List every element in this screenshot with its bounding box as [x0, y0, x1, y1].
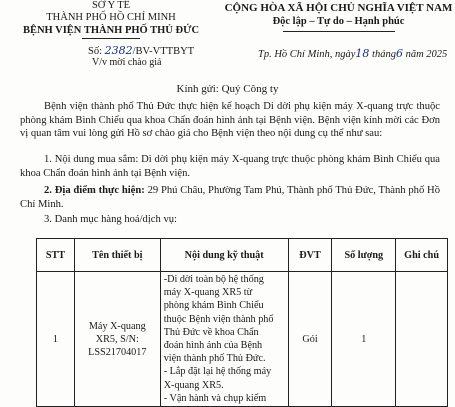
salutation: Kính gửi: Quý Công ty — [176, 83, 279, 95]
item-3 — [20, 213, 440, 227]
issuer-department: SỞ Y TẾ — [91, 0, 131, 11]
goods-table — [36, 238, 448, 407]
content-line: - Lắp đặt lại hệ thống máy — [163, 366, 272, 378]
content-line: thuộc Bệnh viện thành phố — [163, 313, 274, 325]
header-stt: STT — [37, 239, 75, 272]
cell-quantity: 1 — [332, 272, 396, 407]
item-1-label: 1. Nội dung mua sắm: — [44, 154, 139, 165]
header-quantity: Số lượng — [332, 239, 396, 272]
content-line: viện thành phố Thủ Đức. — [163, 353, 266, 365]
header-unit: ĐVT — [288, 239, 332, 272]
table-row — [37, 272, 448, 407]
content-line: -Di dời toàn bộ hệ thống — [163, 274, 264, 285]
motto: Độc lập – Tự do – Hạnh phúc — [272, 16, 405, 27]
header-device: Tên thiết bị — [74, 239, 160, 272]
document-number: Số: 2382/BV-VTTBYT — [88, 44, 195, 57]
handwritten-number: 2382 — [104, 44, 133, 57]
item-2-text: 29 Phú Châu, Phường Tam Phú, Thành phố Thủ Đức, Thành phố Hồ Chí Minh. — [20, 185, 440, 210]
content-line: - Vận hành và chụp kiểm — [163, 392, 267, 404]
cell-unit: Gói — [288, 272, 332, 407]
cell-device: Máy X-quang XR5, S/N: LSS21704017 — [74, 272, 160, 407]
motto-underline — [283, 31, 395, 32]
intro-paragraph: Bệnh viện thành phố Thủ Đức thực hiện kế hoạch Di dời phụ kiện máy X-quang trực thuộc phòng khám Bình Chiểu qua khoa Chẩn đoán hình ảnh tại Bệnh viện. Bệnh viện kính mời các Đơn vị quan tâm vui lòng gửi Hồ sơ chào giá cho Bệnh viện theo nội dung cụ thể như sau: — [20, 101, 440, 140]
header-note: Ghi chú — [396, 239, 448, 272]
cell-content — [160, 272, 288, 407]
national-motto-block — [222, 2, 455, 29]
item-1-text: Di dời phụ kiện máy X-quang trực thuộc phòng khám Bình Chiểu qua khoa Chẩn đoán hình ảnh tại Bệnh viện. — [20, 154, 440, 179]
cell-stt: 1 — [37, 272, 75, 407]
item-2 — [20, 184, 440, 211]
handwritten-month: 6 — [395, 47, 403, 60]
item-3-label: 3. Danh mục hàng hoá/dịch vụ: — [44, 214, 177, 225]
content-line: máy X-quang XR5 từ — [163, 287, 253, 299]
issuer-city: THÀNH PHỐ HỒ CHÍ MINH — [46, 12, 176, 23]
item-1 — [20, 153, 440, 180]
header-content: Nội dung kỹ thuật — [160, 239, 288, 272]
table-header-row — [37, 239, 448, 272]
content-line: phòng khám Bình Chiểu — [163, 300, 264, 312]
handwritten-day: 18 — [355, 47, 370, 60]
content-line: Thủ Đức về khoa Chẩn — [163, 326, 259, 338]
cell-note — [396, 272, 448, 407]
issuer-underline — [82, 38, 140, 39]
issuer-hospital: BỆNH VIỆN THÀNH PHỐ THỦ ĐỨC — [22, 25, 200, 36]
issuer-block — [0, 0, 222, 37]
country-name: CỘNG HÒA XÃ HỘI CHỦ NGHĨA VIỆT NAM — [224, 2, 453, 14]
content-line: X-quang XR5. — [163, 379, 224, 391]
content-line: đoán hình ảnh của Bệnh — [163, 340, 263, 352]
item-2-label: 2. Địa điểm thực hiện: — [44, 185, 145, 196]
date-line: Tp. Hồ Chí Minh, ngày18 tháng6 năm 2025 — [258, 47, 448, 60]
document-subject: V/v mời chào giá — [92, 57, 162, 68]
